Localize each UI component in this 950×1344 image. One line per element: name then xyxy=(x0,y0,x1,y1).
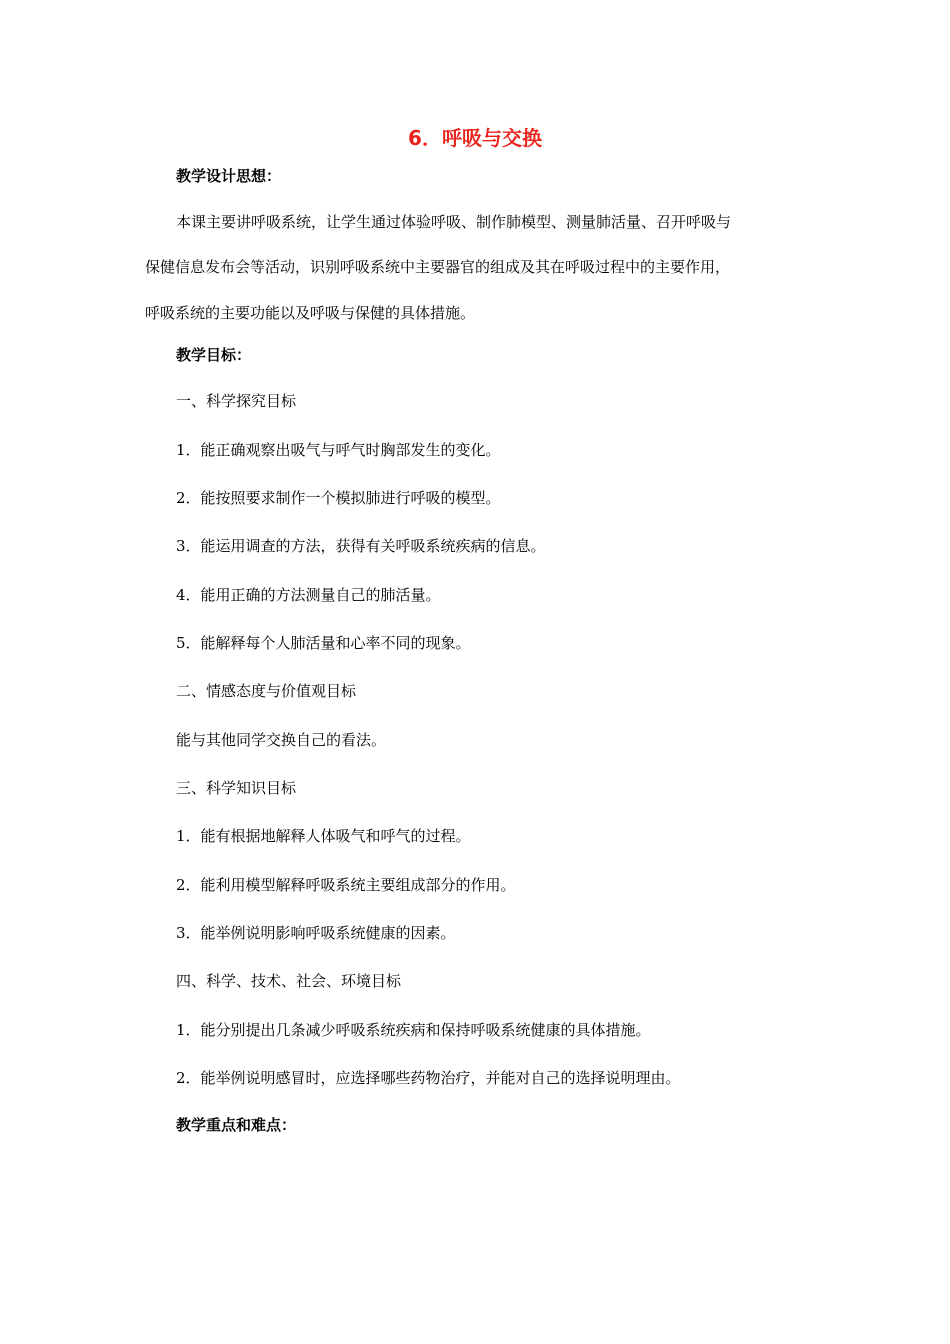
section1-item-2: 2．能按照要求制作一个模拟肺进行呼吸的模型。 xyxy=(176,489,501,507)
section4-item-1: 1．能分别提出几条减少呼吸系统疾病和保持呼吸系统健康的具体措施。 xyxy=(176,1021,651,1039)
section1-item-1: 1．能正确观察出吸气与呼气时胸部发生的变化。 xyxy=(176,441,501,459)
keypoints-heading: 教学重点和难点： xyxy=(176,1116,297,1134)
objectives-heading: 教学目标： xyxy=(176,346,252,364)
design-paragraph-line-2: 保健信息发布会等活动，识别呼吸系统中主要器官的组成及其在呼吸过程中的主要作用， xyxy=(145,258,731,276)
section3-item-3: 3．能举例说明影响呼吸系统健康的因素。 xyxy=(176,924,456,942)
section1-item-3: 3．能运用调查的方法，获得有关呼吸系统疾病的信息。 xyxy=(176,537,546,555)
section3-title: 三、科学知识目标 xyxy=(176,779,297,797)
section1-item-5: 5．能解释每个人肺活量和心率不同的现象。 xyxy=(176,634,471,652)
section1-title: 一、科学探究目标 xyxy=(176,392,297,410)
design-paragraph-line-3: 呼吸系统的主要功能以及呼吸与保健的具体措施。 xyxy=(145,304,476,322)
document-title: 6．呼吸与交换 xyxy=(408,126,542,150)
design-paragraph-line-1: 本课主要讲呼吸系统，让学生通过体验呼吸、制作肺模型、测量肺活量、召开呼吸与 xyxy=(176,213,732,231)
section4-item-2: 2．能举例说明感冒时，应选择哪些药物治疗，并能对自己的选择说明理由。 xyxy=(176,1069,681,1087)
design-heading: 教学设计思想： xyxy=(176,167,282,185)
section2-item-1: 能与其他同学交换自己的看法。 xyxy=(176,731,387,749)
section2-title: 二、情感态度与价值观目标 xyxy=(176,682,357,700)
section3-item-2: 2．能利用模型解释呼吸系统主要组成部分的作用。 xyxy=(176,876,516,894)
section1-item-4: 4．能用正确的方法测量自己的肺活量。 xyxy=(176,586,441,604)
section3-item-1: 1．能有根据地解释人体吸气和呼气的过程。 xyxy=(176,827,471,845)
section4-title: 四、科学、技术、社会、环境目标 xyxy=(176,972,402,990)
